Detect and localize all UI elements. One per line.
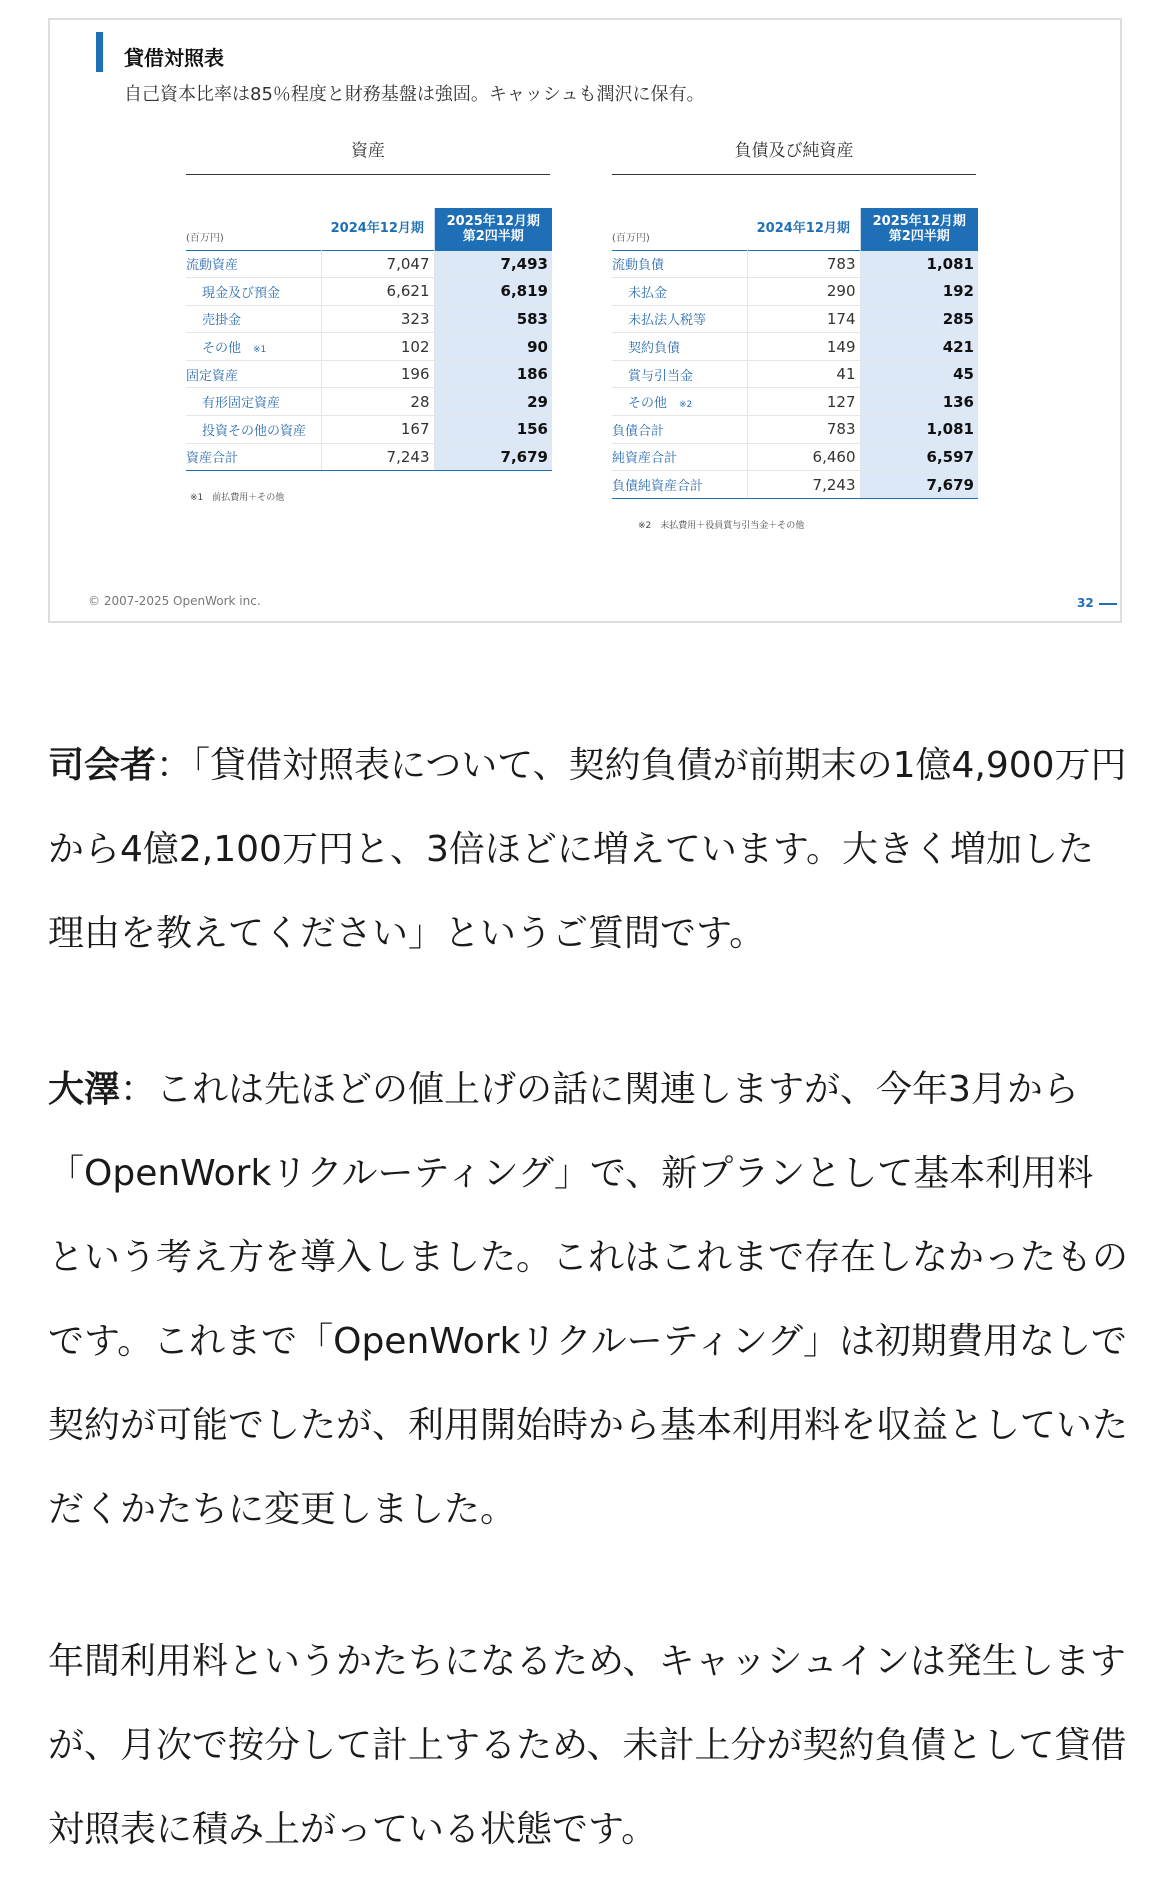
paragraph-text: これは先ほどの値上げの話に関連しますが、今年3月から「OpenWorkリクルーティング」で、新プランとして基本利用料という考え方を導入しました。これはこれまで存在しなかったものです。これまで「OpenWorkリクルーティング」は初期費用なしで契約が可能でしたが、利用開始時から基本利用料を収益としていただくかたちに変更しました。: [48, 1069, 1129, 1530]
row-label: 投資その他の資産: [202, 423, 307, 439]
row-label: 有形固定資産: [202, 396, 281, 412]
row-label: 流動資産: [186, 258, 239, 274]
liabilities-heading: 負債及び純資産: [734, 141, 854, 161]
slide: [48, 18, 1122, 623]
page-number-rule: [1099, 603, 1117, 605]
value-cur: 156: [434, 416, 552, 444]
col-header-cur-line1: 2025年12月期: [872, 213, 966, 229]
paragraph-text: 年間利用料というかたちになるため、キャッシュインは発生しますが、月次で按分して計上するため、未計上分が契約負債として貸借対照表に積み上がっている状態です。: [48, 1641, 1127, 1850]
paragraph-text: 「貸借対照表について、契約負債が前期末の1億4,900万円から4億2,100万円と、3倍ほどに増えています。大きく増加した理由を教えてください」というご質問です。: [48, 745, 1127, 954]
page-number: 32: [1077, 596, 1094, 610]
transcript-paragraph: [48, 724, 1128, 976]
col-header-cur-line2: 第2四半期: [888, 228, 950, 244]
col-header-cur: [860, 208, 978, 250]
row-label-cell: [612, 360, 747, 388]
assets-row: [186, 250, 552, 278]
value-prev: 783: [747, 416, 860, 444]
assets-header-row: [186, 208, 552, 250]
col-header-cur-line2: 第2四半期: [462, 228, 524, 244]
row-label: 未払金: [628, 285, 668, 301]
col-header-cur-line1: 2025年12月期: [446, 213, 540, 229]
row-label-cell: [612, 388, 747, 416]
speaker-separator: ：: [156, 745, 193, 786]
value-cur: 192: [860, 278, 978, 306]
assets-row: [186, 388, 552, 416]
liabilities-header-row: [612, 208, 978, 250]
row-label-cell: [186, 360, 321, 388]
value-prev: 323: [321, 305, 434, 333]
value-prev: 174: [747, 305, 860, 333]
liabilities-row: [612, 360, 978, 388]
transcript-paragraph: [48, 1048, 1128, 1552]
assets-row: [186, 305, 552, 333]
value-cur: 285: [860, 305, 978, 333]
row-label-cell: [612, 305, 747, 333]
row-label-cell: [612, 471, 747, 499]
row-label: 固定資産: [186, 368, 239, 384]
value-cur: 45: [860, 360, 978, 388]
row-label-cell: [186, 416, 321, 444]
value-cur: 186: [434, 360, 552, 388]
row-label: その他: [202, 341, 242, 357]
value-cur: 1,081: [860, 250, 978, 278]
row-label: 流動負債: [612, 258, 665, 274]
assets-row: [186, 360, 552, 388]
value-prev: 7,243: [321, 443, 434, 471]
liabilities-row: [612, 250, 978, 278]
liabilities-row: [612, 443, 978, 471]
row-label: 負債合計: [612, 423, 665, 439]
assets-heading: 資産: [351, 141, 385, 161]
unit-label: (百万円): [186, 232, 224, 244]
row-label-cell: [186, 305, 321, 333]
liabilities-note: ※2 未払費用＋役員賞与引当金＋その他: [638, 521, 805, 531]
value-prev: 783: [747, 250, 860, 278]
row-label-cell: [186, 333, 321, 361]
row-label: 資産合計: [186, 451, 239, 467]
row-label: 現金及び預金: [202, 285, 281, 301]
row-label: その他: [628, 396, 668, 412]
value-cur: 1,081: [860, 416, 978, 444]
row-label-cell: [612, 443, 747, 471]
row-label-cell: [612, 333, 747, 361]
value-cur: 29: [434, 388, 552, 416]
slide-subtitle: 自己資本比率は85％程度と財務基盤は強固。キャッシュも潤沢に保有。: [124, 84, 705, 105]
slide-title: 貸借対照表: [124, 46, 224, 70]
value-prev: 28: [321, 388, 434, 416]
row-label-cell: [612, 250, 747, 278]
value-cur: 90: [434, 333, 552, 361]
col-header-prev: 2024年12月期: [321, 208, 434, 250]
row-label-cell: [186, 443, 321, 471]
liabilities-row: [612, 471, 978, 499]
value-cur: 7,493: [434, 250, 552, 278]
row-label: 純資産合計: [612, 451, 678, 467]
title-accent-bar: [96, 32, 103, 72]
value-prev: 290: [747, 278, 860, 306]
speaker-name: 大澤: [48, 1069, 121, 1110]
unit-label: (百万円): [612, 232, 650, 244]
liabilities-row: [612, 278, 978, 306]
assets-row: [186, 333, 552, 361]
value-cur: 7,679: [434, 443, 552, 471]
liabilities-row: [612, 388, 978, 416]
value-cur: 6,819: [434, 278, 552, 306]
row-label: 契約負債: [628, 341, 681, 357]
assets-heading-rule: [186, 174, 550, 175]
assets-table: [186, 208, 552, 471]
value-cur: 421: [860, 333, 978, 361]
row-label-cell: [186, 250, 321, 278]
speaker-name: 司会者: [48, 745, 157, 786]
row-label-cell: [612, 416, 747, 444]
row-label-cell: [186, 278, 321, 306]
footnote-mark: ※2: [679, 400, 693, 411]
value-cur: 136: [860, 388, 978, 416]
row-label: 賞与引当金: [628, 368, 694, 384]
value-prev: 127: [747, 388, 860, 416]
assets-row: [186, 443, 552, 471]
value-prev: 196: [321, 360, 434, 388]
row-label: 負債純資産合計: [612, 479, 704, 495]
liabilities-row: [612, 416, 978, 444]
value-cur: 583: [434, 305, 552, 333]
value-prev: 149: [747, 333, 860, 361]
row-label: 未払法人税等: [628, 313, 707, 329]
liabilities-heading-rule: [612, 174, 976, 175]
value-prev: 41: [747, 360, 860, 388]
value-prev: 167: [321, 416, 434, 444]
row-label-cell: [186, 388, 321, 416]
assets-row: [186, 416, 552, 444]
value-prev: 6,460: [747, 443, 860, 471]
assets-row: [186, 278, 552, 306]
liabilities-row: [612, 333, 978, 361]
row-label-cell: [612, 278, 747, 306]
value-prev: 102: [321, 333, 434, 361]
value-prev: 7,243: [747, 471, 860, 499]
copyright: © 2007-2025 OpenWork inc.: [88, 594, 261, 608]
liabilities-table: [612, 208, 978, 499]
liabilities-row: [612, 305, 978, 333]
value-cur: 6,597: [860, 443, 978, 471]
value-cur: 7,679: [860, 471, 978, 499]
col-header-prev: 2024年12月期: [747, 208, 860, 250]
row-label: 売掛金: [202, 313, 242, 329]
footnote-mark: ※1: [253, 345, 267, 356]
value-prev: 7,047: [321, 250, 434, 278]
transcript-paragraph: [48, 1620, 1128, 1872]
speaker-separator: ：: [120, 1069, 157, 1110]
col-header-cur: [434, 208, 552, 250]
value-prev: 6,621: [321, 278, 434, 306]
assets-note: ※1 前払費用＋その他: [190, 493, 285, 503]
